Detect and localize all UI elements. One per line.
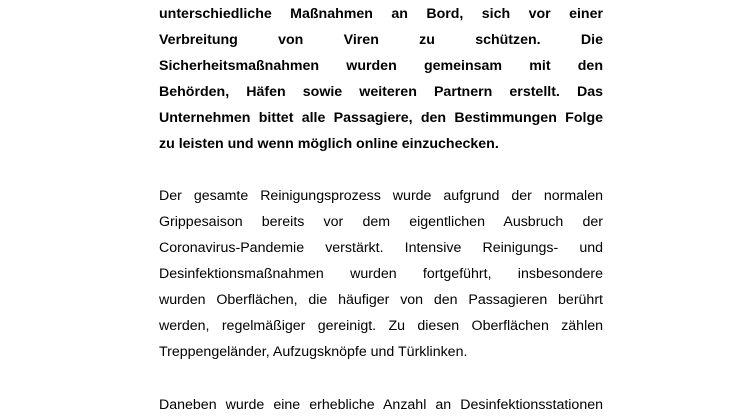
text-line: Unternehmen bittet alle Passagiere, den Bestimmungen Folge bbox=[159, 110, 603, 126]
text-line: wurden Oberflächen, die häufiger von den Passagieren berührt bbox=[159, 292, 603, 308]
text-line: unterschiedliche Maßnahmen an Bord, sich vor einer bbox=[159, 6, 603, 22]
text-line: Coronavirus-Pandemie verstärkt. Intensive Reinigungs- und bbox=[159, 240, 603, 256]
text-line: Der gesamte Reinigungsprozess wurde aufgrund der normalen bbox=[159, 188, 603, 204]
paragraph-cleaning-process bbox=[159, 183, 603, 365]
text-line: Treppengeländer, Aufzugsknöpfe und Türklinken. bbox=[159, 344, 468, 360]
text-line: Behörden, Häfen sowie weiteren Partnern erstellt. Das bbox=[159, 84, 603, 100]
text-line: zu leisten und wenn möglich online einzuchecken. bbox=[159, 136, 499, 152]
text-line: werden, regelmäßiger gereinigt. Zu diesen Oberflächen zählen bbox=[159, 318, 603, 334]
text-line: Verbreitung von Viren zu schützen. Die bbox=[159, 32, 603, 48]
paragraph-safety-measures bbox=[159, 1, 603, 157]
text-line: Grippesaison bereits vor dem eigentlichen Ausbruch der bbox=[159, 214, 603, 230]
paragraph-disinfection-stations bbox=[159, 392, 603, 418]
text-line: Desinfektionsmaßnahmen wurden fortgeführt, insbesondere bbox=[159, 266, 603, 282]
text-line: Daneben wurde eine erhebliche Anzahl an Desinfektionsstationen bbox=[159, 397, 603, 413]
text-line: Sicherheitsmaßnahmen wurden gemeinsam mit den bbox=[159, 58, 603, 74]
